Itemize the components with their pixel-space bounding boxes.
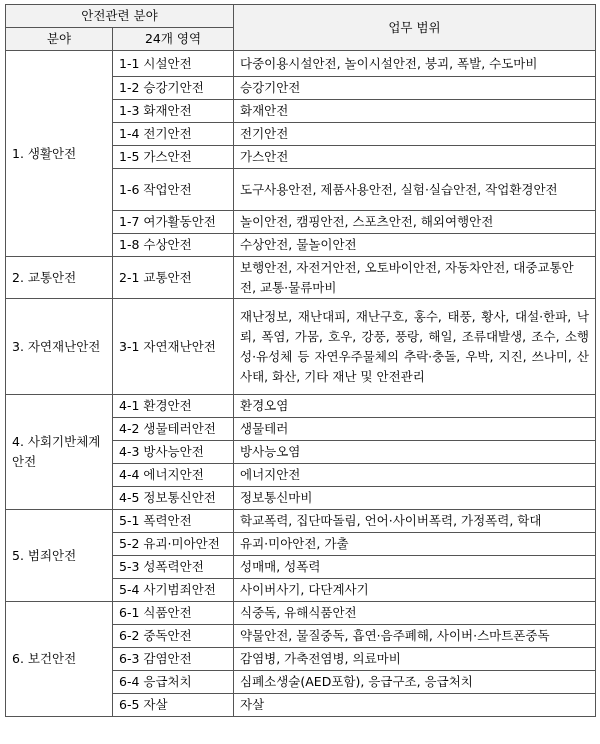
table-row [6, 602, 596, 625]
field-cell: 1. 생활안전 [6, 51, 113, 257]
area-cell: 4-2 생물테러안전 [113, 418, 234, 441]
table-row [6, 299, 596, 395]
area-cell: 3-1 자연재난안전 [113, 299, 234, 395]
area-cell: 5-4 사기범죄안전 [113, 579, 234, 602]
scope-cell: 학교폭력, 집단따돌림, 언어·사이버폭력, 가정폭력, 학대 [234, 510, 596, 533]
field-cell: 3. 자연재난안전 [6, 299, 113, 395]
scope-cell: 사이버사기, 다단계사기 [234, 579, 596, 602]
scope-cell: 자살 [234, 694, 596, 717]
table-body [6, 51, 596, 717]
area-cell: 1-4 전기안전 [113, 123, 234, 146]
scope-cell: 재난정보, 재난대피, 재난구호, 홍수, 태풍, 황사, 대설·한파, 낙뢰, 폭염, 가뭄, 호우, 강풍, 풍랑, 해일, 조류대발생, 조수, 소행성·유성체 등 자연우주물체의 추락·충돌, 우박, 지진, 쓰나미, 산사태, 화산, 기타 재난 및 안전관리 [234, 299, 596, 395]
scope-cell: 전기안전 [234, 123, 596, 146]
field-cell: 2. 교통안전 [6, 257, 113, 299]
scope-cell: 가스안전 [234, 146, 596, 169]
field-cell: 5. 범죄안전 [6, 510, 113, 602]
area-cell: 1-8 수상안전 [113, 234, 234, 257]
table-header [6, 5, 596, 51]
table-row [6, 395, 596, 418]
header-area: 24개 영역 [113, 28, 234, 51]
field-cell: 4. 사회기반체계안전 [6, 395, 113, 510]
scope-cell: 승강기안전 [234, 77, 596, 100]
table-row [6, 257, 596, 299]
scope-cell: 도구사용안전, 제품사용안전, 실험·실습안전, 작업환경안전 [234, 169, 596, 211]
scope-cell: 감염병, 가축전염병, 의료마비 [234, 648, 596, 671]
header-field: 분야 [6, 28, 113, 51]
area-cell: 5-1 폭력안전 [113, 510, 234, 533]
area-cell: 6-4 응급처치 [113, 671, 234, 694]
area-cell: 4-5 정보통신안전 [113, 487, 234, 510]
area-cell: 4-3 방사능안전 [113, 441, 234, 464]
scope-cell: 수상안전, 물놀이안전 [234, 234, 596, 257]
scope-cell: 놀이안전, 캠핑안전, 스포츠안전, 해외여행안전 [234, 211, 596, 234]
area-cell: 4-4 에너지안전 [113, 464, 234, 487]
area-cell: 5-3 성폭력안전 [113, 556, 234, 579]
scope-cell: 에너지안전 [234, 464, 596, 487]
area-cell: 2-1 교통안전 [113, 257, 234, 299]
safety-fields-table [5, 4, 596, 717]
scope-cell: 환경오염 [234, 395, 596, 418]
scope-cell: 식중독, 유해식품안전 [234, 602, 596, 625]
scope-cell: 보행안전, 자전거안전, 오토바이안전, 자동차안전, 대중교통안전, 교통·물류마비 [234, 257, 596, 299]
area-cell: 1-1 시설안전 [113, 51, 234, 77]
area-cell: 1-2 승강기안전 [113, 77, 234, 100]
area-cell: 6-3 감염안전 [113, 648, 234, 671]
area-cell: 4-1 환경안전 [113, 395, 234, 418]
table-row [6, 510, 596, 533]
header-group-title: 안전관련 분야 [6, 5, 234, 28]
area-cell: 6-2 중독안전 [113, 625, 234, 648]
area-cell: 1-3 화재안전 [113, 100, 234, 123]
scope-cell: 생물테러 [234, 418, 596, 441]
area-cell: 6-5 자살 [113, 694, 234, 717]
scope-cell: 약물안전, 물질중독, 흡연·음주폐해, 사이버·스마트폰중독 [234, 625, 596, 648]
area-cell: 5-2 유괴·미아안전 [113, 533, 234, 556]
scope-cell: 다중이용시설안전, 놀이시설안전, 붕괴, 폭발, 수도마비 [234, 51, 596, 77]
area-cell: 1-5 가스안전 [113, 146, 234, 169]
scope-cell: 성매매, 성폭력 [234, 556, 596, 579]
area-cell: 1-6 작업안전 [113, 169, 234, 211]
header-row-top [6, 5, 596, 28]
scope-cell: 심폐소생술(AED포함), 응급구조, 응급처치 [234, 671, 596, 694]
scope-cell: 방사능오염 [234, 441, 596, 464]
safety-fields-table-container [5, 4, 595, 717]
scope-cell: 화재안전 [234, 100, 596, 123]
scope-cell: 유괴·미아안전, 가출 [234, 533, 596, 556]
scope-cell: 정보통신마비 [234, 487, 596, 510]
area-cell: 1-7 여가활동안전 [113, 211, 234, 234]
field-cell: 6. 보건안전 [6, 602, 113, 717]
area-cell: 6-1 식품안전 [113, 602, 234, 625]
table-row [6, 51, 596, 77]
header-scope: 업무 범위 [234, 5, 596, 51]
